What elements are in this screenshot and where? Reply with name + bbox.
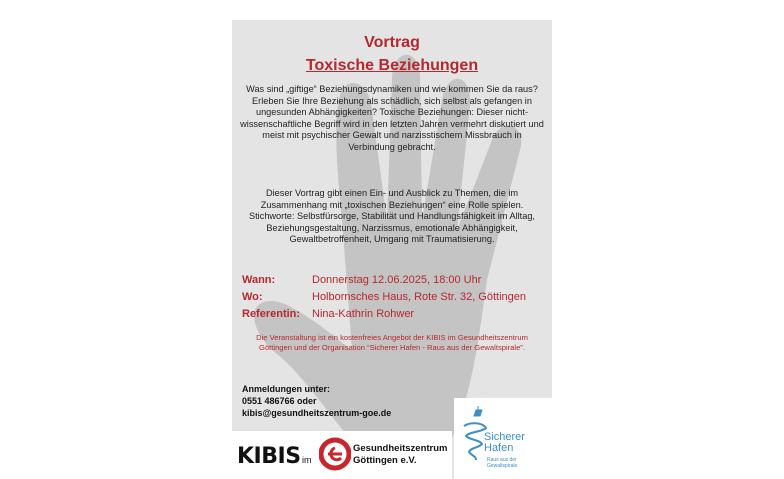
when-label: Wann: — [242, 274, 276, 286]
gesundheitszentrum-logo-icon — [319, 437, 351, 471]
speaker-value: Nina-Kathrin Rohwer — [312, 308, 415, 320]
gz-line1: Gesundheitszentrum — [353, 443, 448, 454]
hafen-tagline: Raus aus der Gewaltspirale — [487, 457, 518, 469]
gz-line2: Göttingen e.V. — [353, 455, 417, 466]
registration-phone: 0551 486766 oder — [242, 396, 317, 406]
registration-email[interactable]: kibis@gesundheitszentrum-goe.de — [242, 408, 392, 418]
registration-block — [242, 383, 391, 419]
where-label: Wo: — [242, 291, 263, 303]
sicherer-hafen-logo — [454, 398, 552, 479]
intro-paragraph: Was sind „giftige“ Beziehungsdynamiken und wie kommen Sie da raus? Erleben Sie Ihre Beziehung als schädlich, sich selbst als gefangen in ungesunden Abhängigkeiten? Toxische Beziehungen: Dieser nicht-wissenschaftliche Begriff wird in den letzten Jahren vermehrt diskutiert und meist mit psychischer Gewalt und narzisstischem Missbrauch in Verbindung gebracht. — [240, 84, 544, 152]
flyer — [232, 20, 552, 479]
when-row — [242, 274, 481, 286]
page-subtitle: Toxische Beziehungen — [305, 57, 479, 74]
organizer-notice: Die Veranstaltung ist ein kostenfreies Angebot der KIBIS im Gesundheitszentrum Göttingen und der Organisation “Sicherer Hafen - Raus aus der Gewaltspirale”. — [256, 333, 528, 352]
hafen-line2: Hafen — [484, 442, 514, 454]
gesundheitszentrum-name — [353, 443, 448, 467]
footer-logos — [232, 431, 452, 479]
registration-heading: Anmeldungen unter: — [242, 384, 330, 394]
logo-connector-text: im — [302, 455, 312, 465]
hafen-name — [484, 432, 525, 454]
when-value: Donnerstag 12.06.2025, 18:00 Uhr — [312, 274, 482, 286]
kibis-logo: KIBIS — [237, 444, 301, 469]
hafen-line1: Sicherer — [484, 431, 525, 443]
where-row — [242, 291, 526, 303]
topics-paragraph: Dieser Vortrag gibt einen Ein- und Ausblick zu Themen, die im Zusammenhang mit „toxischen Beziehungen“ eine Rolle spielen. Stichworte: Selbstfürsorge, Stabilität und Handlungsfähigkeit im Alltag, Beziehungsgestaltung, Narzissmus, emotionale Abhängigkeit, Gewaltbetroffenheit, Umgang mit Traumatisierung. — [249, 188, 535, 245]
speaker-row — [242, 308, 414, 320]
where-value: Holbornsches Haus, Rote Str. 32, Göttingen — [312, 291, 527, 303]
speaker-label: Referentin: — [242, 308, 301, 320]
page-title: Vortrag — [364, 34, 420, 51]
